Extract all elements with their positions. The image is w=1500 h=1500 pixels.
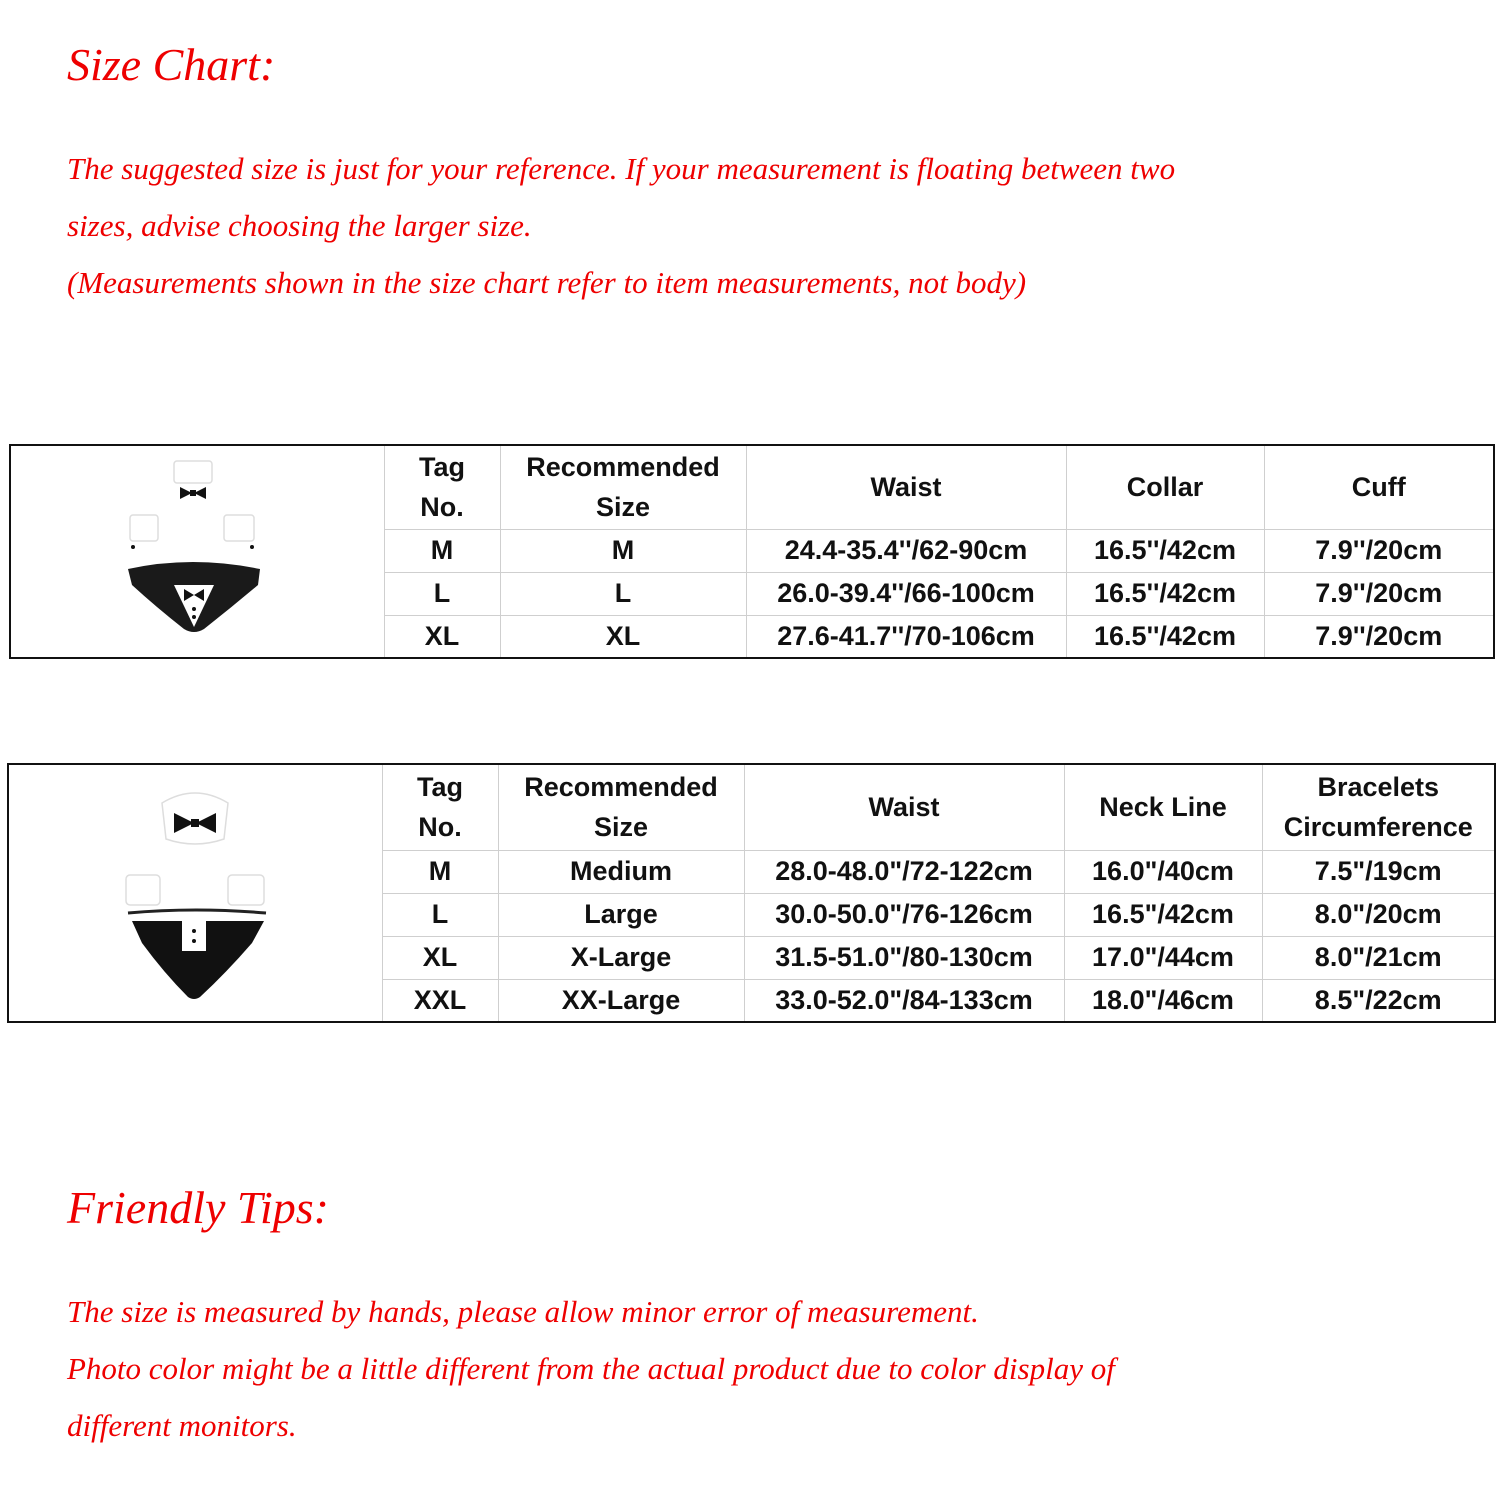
tuxedo-collar-cuffs-thong-icon — [122, 457, 272, 647]
header-cuff: Cuff — [1264, 445, 1494, 529]
cell: 26.0-39.4''/66-100cm — [746, 572, 1066, 615]
size-table-2 — [7, 763, 1496, 1023]
header-waist: Waist — [746, 445, 1066, 529]
cell: 16.5''/42cm — [1066, 529, 1264, 572]
cell: XL — [384, 615, 500, 658]
header-recommended-size: Recommended Size — [498, 764, 744, 850]
header-recommended-size: Recommended Size — [500, 445, 746, 529]
cell: 7.5"/19cm — [1262, 850, 1495, 893]
cell: L — [384, 572, 500, 615]
cell: M — [384, 529, 500, 572]
cell: 7.9''/20cm — [1264, 529, 1494, 572]
cell: 7.9''/20cm — [1264, 572, 1494, 615]
cell: 16.0"/40cm — [1064, 850, 1262, 893]
cell: Large — [498, 893, 744, 936]
product-image — [10, 445, 384, 658]
cell: 30.0-50.0"/76-126cm — [744, 893, 1064, 936]
cell: M — [500, 529, 746, 572]
tuxedo-collar-cuffs-g-string-icon — [120, 783, 270, 1003]
cell: Medium — [498, 850, 744, 893]
table-header-row — [8, 764, 1495, 850]
cell: 8.0"/20cm — [1262, 893, 1495, 936]
note-line: (Measurements shown in the size chart refer to item measurements, not body) — [67, 265, 1027, 300]
header-tag-no: Tag No. — [382, 764, 498, 850]
cell: 18.0"/46cm — [1064, 979, 1262, 1022]
cell: XXL — [382, 979, 498, 1022]
cell: 16.5"/42cm — [1064, 893, 1262, 936]
cell: M — [382, 850, 498, 893]
cell: 28.0-48.0"/72-122cm — [744, 850, 1064, 893]
header-bracelets-circumference: Bracelets Circumference — [1262, 764, 1495, 850]
header-waist: Waist — [744, 764, 1064, 850]
table-header-row — [10, 445, 1494, 529]
header-neck-line: Neck Line — [1064, 764, 1262, 850]
header-collar: Collar — [1066, 445, 1264, 529]
cell: L — [500, 572, 746, 615]
note-line: The suggested size is just for your reference. If your measurement is floating between two — [67, 151, 1176, 186]
size-table-1 — [9, 444, 1495, 659]
cell: 16.5''/42cm — [1066, 572, 1264, 615]
cell: 24.4-35.4''/62-90cm — [746, 529, 1066, 572]
cell: XL — [382, 936, 498, 979]
cell: 16.5''/42cm — [1066, 615, 1264, 658]
cell: XX-Large — [498, 979, 744, 1022]
cell: 8.5"/22cm — [1262, 979, 1495, 1022]
cell: X-Large — [498, 936, 744, 979]
header-tag-no: Tag No. — [384, 445, 500, 529]
cell: 27.6-41.7''/70-106cm — [746, 615, 1066, 658]
friendly-tips-title: Friendly Tips: — [67, 1182, 329, 1233]
cell: 31.5-51.0"/80-130cm — [744, 936, 1064, 979]
cell: XL — [500, 615, 746, 658]
tip-line: different monitors. — [67, 1408, 297, 1443]
cell: 7.9''/20cm — [1264, 615, 1494, 658]
cell: L — [382, 893, 498, 936]
cell: 17.0"/44cm — [1064, 936, 1262, 979]
friendly-tips-notes — [67, 1283, 1487, 1454]
note-line: sizes, advise choosing the larger size. — [67, 208, 532, 243]
size-chart-title: Size Chart: — [67, 39, 276, 90]
tip-line: The size is measured by hands, please allow minor error of measurement. — [67, 1294, 979, 1329]
cell: 33.0-52.0"/84-133cm — [744, 979, 1064, 1022]
size-chart-notes — [67, 140, 1487, 311]
tip-line: Photo color might be a little different from the actual product due to color display of — [67, 1351, 1115, 1386]
product-image — [8, 764, 382, 1022]
cell: 8.0"/21cm — [1262, 936, 1495, 979]
